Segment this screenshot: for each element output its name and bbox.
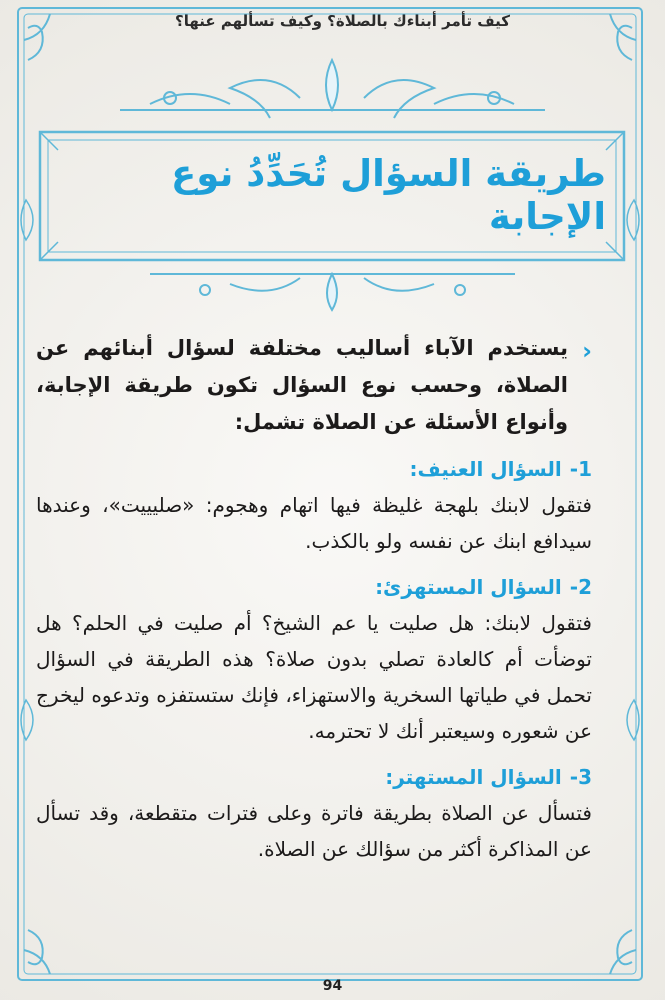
- section-heading: [36, 569, 592, 605]
- section-title: السؤال المستهتر:: [385, 765, 562, 789]
- section-number: 3-: [569, 765, 592, 789]
- section-heading: [36, 759, 592, 795]
- chevron-left-icon: ‹: [582, 337, 592, 365]
- intro-text: يستخدم الآباء أساليب مختلفة لسؤال أبنائهم عن الصلاة، وحسب نوع السؤال تكون طريقة الإجابة، وأنواع الأسئلة عن الصلاة تشمل:: [36, 336, 568, 434]
- section-title: السؤال العنيف:: [409, 457, 562, 481]
- section-violent-question: [36, 451, 592, 559]
- running-header: كيف تأمر أبناءك بالصلاة؟ وكيف تسألهم عنها؟: [175, 12, 510, 30]
- title-box: [48, 136, 606, 254]
- section-number: 1-: [569, 457, 592, 481]
- bottom-ornament: [150, 274, 515, 310]
- section-title: السؤال المستهزئ:: [375, 575, 562, 599]
- section-number: 2-: [569, 575, 592, 599]
- section-text: فتسأل عن الصلاة بطريقة فاترة وعلى فترات متقطعة، وقد تسأل عن المذاكرة أكثر من سؤالك عن الصلاة.: [36, 801, 592, 861]
- section-heading: [36, 451, 592, 487]
- intro-paragraph: [36, 330, 592, 441]
- page-title: طريقة السؤال تُحَدِّدُ نوع الإجابة: [171, 152, 606, 238]
- section-text: فتقول لابنك بلهجة غليظة فيها اتهام وهجوم: «صليييت»، وعندها سيدافع ابنك عن نفسه ولو بالكذب.: [36, 493, 592, 553]
- main-content: [36, 330, 592, 867]
- top-ornament: [120, 60, 545, 118]
- page-number: 94: [322, 978, 343, 994]
- section-mocking-question: [36, 569, 592, 749]
- section-careless-question: [36, 759, 592, 867]
- section-text: فتقول لابنك: هل صليت يا عم الشيخ؟ أم صليت في الحلم؟ هل توضأت أم كالعادة تصلي بدون صلاة؟ هذه الطريقة في السؤال تحمل في طياتها السخرية والاستهزاء، فإنك ستستفزه وتدعوه ليخرج عن شعوره وسيعتبر أنك لا تحترمه.: [36, 611, 592, 743]
